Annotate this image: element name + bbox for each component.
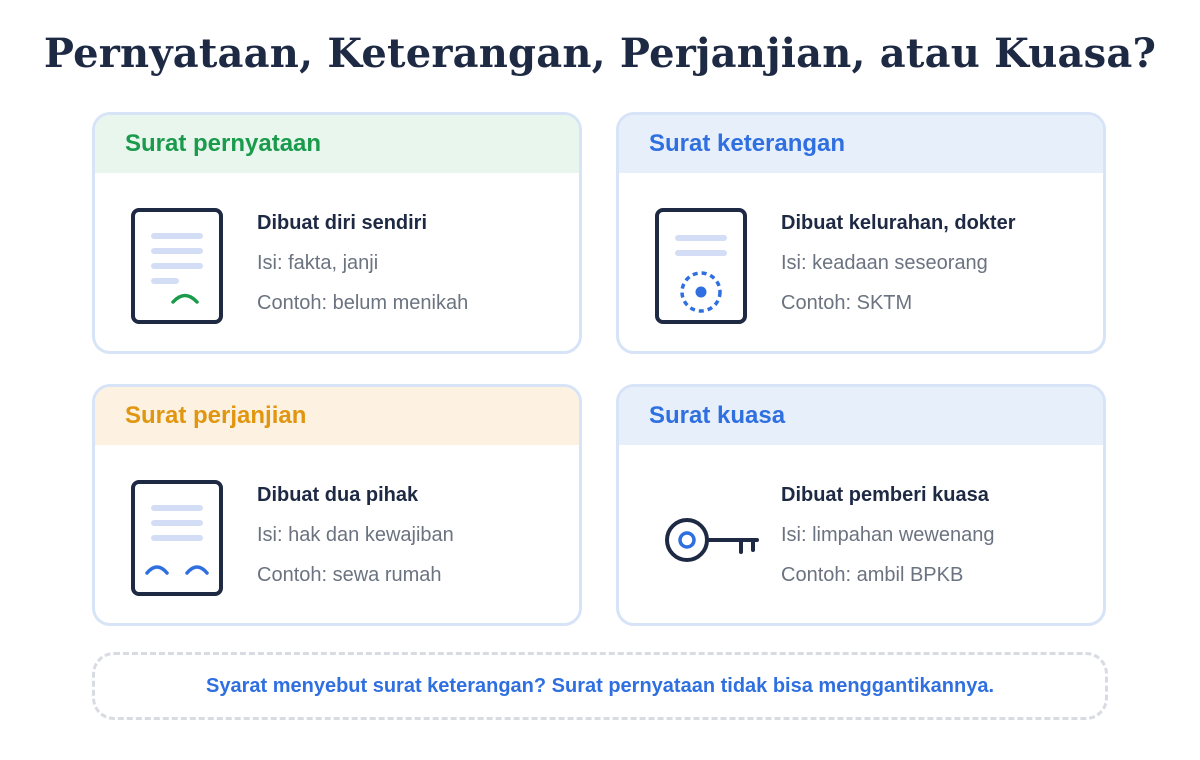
- card-surat-keterangan: [616, 112, 1106, 354]
- content-text: Isi: hak dan kewajiban: [257, 524, 454, 546]
- footer-note: [92, 652, 1108, 720]
- example-text: Contoh: SKTM: [781, 292, 913, 314]
- card-body: [619, 445, 1103, 623]
- card-header: [619, 387, 1103, 445]
- document-stamp-icon: [649, 203, 759, 333]
- made-by-text: Dibuat dua pihak: [257, 484, 419, 506]
- card-heading: Surat kuasa: [649, 402, 786, 429]
- footer-note-text: Syarat menyebut surat keterangan? Surat pernyataan tidak bisa menggantikannya.: [205, 674, 995, 697]
- page-title: Pernyataan, Keterangan, Perjanjian, atau Kuasa?: [43, 30, 1157, 77]
- card-header: [95, 115, 579, 173]
- document-check-icon: [125, 203, 235, 333]
- key-icon: [649, 475, 759, 605]
- card-header: [619, 115, 1103, 173]
- content-text: Isi: limpahan wewenang: [781, 524, 995, 546]
- card-heading: Surat keterangan: [649, 130, 846, 157]
- example-text: Contoh: ambil BPKB: [781, 564, 964, 586]
- made-by-text: Dibuat kelurahan, dokter: [781, 212, 1016, 234]
- content-text: Isi: keadaan seseorang: [781, 252, 988, 274]
- example-text: Contoh: belum menikah: [257, 292, 469, 314]
- document-two-signatures-icon: [125, 475, 235, 605]
- card-body: [95, 445, 579, 623]
- content-text: Isi: fakta, janji: [257, 252, 379, 274]
- made-by-text: Dibuat diri sendiri: [257, 212, 428, 234]
- card-header: [95, 387, 579, 445]
- card-surat-pernyataan: [92, 112, 582, 354]
- card-surat-kuasa: [616, 384, 1106, 626]
- example-text: Contoh: sewa rumah: [257, 564, 442, 586]
- card-heading: Surat perjanjian: [125, 402, 307, 429]
- card-surat-perjanjian: [92, 384, 582, 626]
- card-heading: Surat pernyataan: [125, 130, 322, 157]
- card-body: [95, 173, 579, 351]
- made-by-text: Dibuat pemberi kuasa: [781, 484, 989, 506]
- card-body: [619, 173, 1103, 351]
